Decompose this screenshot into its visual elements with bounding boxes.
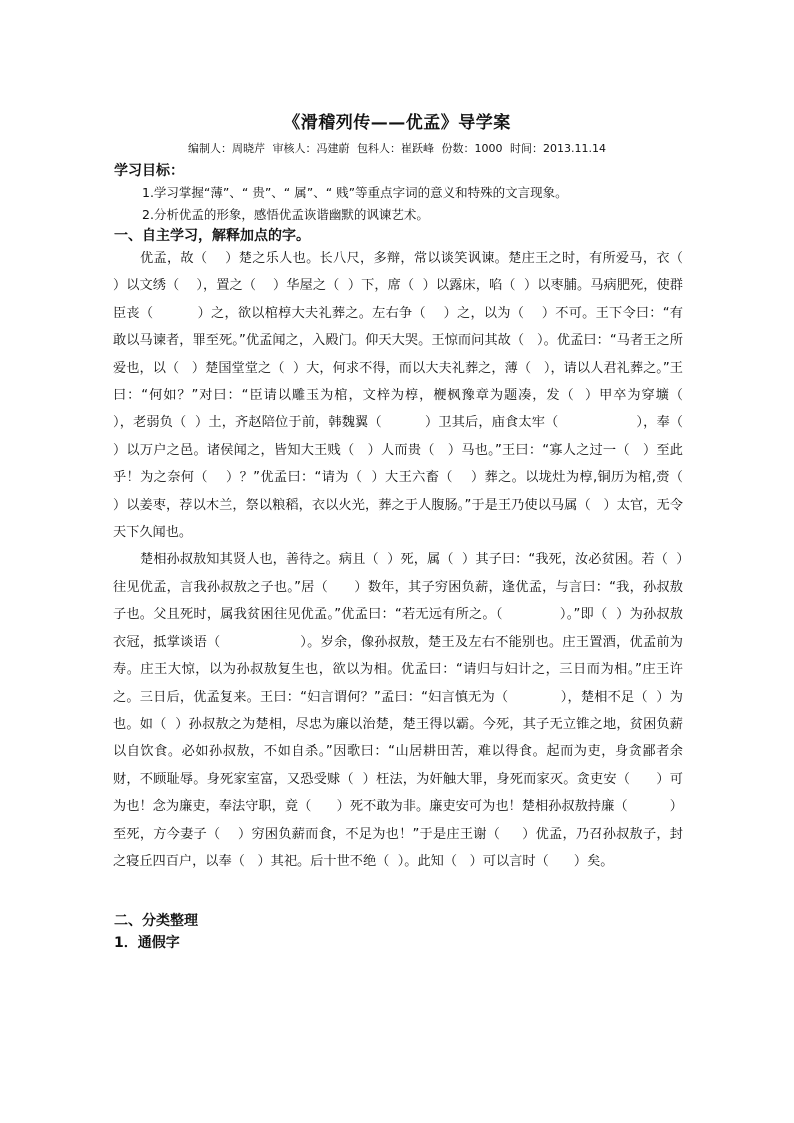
- goal-item-1: 1.学习掌握“薄”、“ 贵”、“ 属”、“ 贱”等重点字词的意义和特殊的文言现象。: [142, 185, 568, 200]
- section1-heading: 一、自主学习，解释加点的字。: [114, 228, 310, 244]
- author-meta-line: 编制人：周晓芹 审核人：冯建蔚 包科人：崔跃峰 份数：1000 时间：2013.11.14: [188, 142, 606, 155]
- passage-paragraph-1: 优孟，故（ ）楚之乐人也。长八尺，多辩，常以谈笑讽谏。楚庄王之时，有所爱马，衣（ ）以文绣（ ），置之（ ）华屋之（ ）下，席（ ）以露床，啗（ ）以枣脯。马病肥死，使群臣丧（ ）之，欲以棺椁大夫礼葬之。左右争（ ）之，以为（ ）不可。王下令曰：“有敢以马谏者，罪至死。”优孟闻之，入殿门。仰天大哭。王惊而问其故（ ）。优孟曰：“马者王之所爱也，以（ ）楚国堂堂之（ ）大，何求不得，而以大夫礼葬之，薄（ ），请以人君礼葬之。”王曰：“何如？”对曰：“臣请以雕玉为棺，文梓为椁，楩枫豫章为题凑，发（ ）甲卒为穿壙（ ），老弱负（ ）土，齐赵陪位于前，韩魏翼（ ）卫其后，庙食太牢（ ），奉（ ）以万户之邑。诸侯闻之，皆知大王贱（ ）人而贵（ ）马也。”王曰：“寡人之过一（ ）至此乎！为之奈何（ ）？”优孟曰：“请为（ ）大王六畜（ ）葬之。以垅灶为椁,铜历为棺,赍（ ）以姜枣，荐以木兰，祭以粮稻，衣以火光，葬之于人腹肠。”于是王乃使以马属（ ）太官，无令天下久闻也。: [113, 251, 725, 541]
- goal-item-2: 2.分析优孟的形象，感悟优孟诙谐幽默的讽谏艺术。: [142, 207, 429, 222]
- passage-paragraph-2: 楚相孙叔敖知其贤人也，善待之。病且（ ）死，属（ ）其子曰：“我死，汝必贫困。若（ ）往见优孟，言我孙叔敖之子也。”居（ ）数年，其子穷困负薪，逢优孟，与言曰：“我，孙叔敖子也。父且死时，属我贫困往见优孟。”优孟曰：“若无远有所之。（ ）。”即（ ）为孙叔敖衣冠，抵掌谈语（ ）。岁余，像孙叔敖，楚王及左右不能别也。庄王置酒，优孟前为寿。庄王大惊，以为孙叔敖复生也，欲以为相。优孟曰：“请归与妇计之，三日而为相。”庄王许之。三日后，优孟复来。王曰：“妇言谓何？”孟曰：“妇言慎无为（ ），楚相不足（ ）为也。如（ ）孙叔敖之为楚相，尽忠为廉以治楚，楚王得以霸。今死，其子无立锥之地，贫困负薪以自饮食。必如孙叔敖，不如自杀。”因歌曰：“山居耕田苦，难以得食。起而为吏，身贪鄙者余财，不顾耻辱。身死家室富，又恐受赇（ ）枉法，为奸触大罪，身死而家灭。贪吏安（ ）可为也！念为廉吏，奉法守职，竟（ ）死不敢为非。廉吏安可为也！楚相孙叔敖持廉（ ）至死，方今妻子（ ）穷困负薪而食，不足为也！”于是庄王谢（ ）优孟，乃召孙叔敖子，封之寝丘四百户，以奉（ ）其祀。后十世不绝（ ）。此知（ ）可以言时（ ）矣。: [113, 552, 683, 869]
- page-title: 《滑稽列传——优孟》导学案: [283, 113, 511, 133]
- section2-heading: 二、分类整理: [114, 913, 198, 929]
- section2-subheading: 1．通假字: [114, 935, 180, 951]
- goals-heading: 学习目标：: [114, 163, 184, 179]
- passage-body: [113, 245, 725, 875]
